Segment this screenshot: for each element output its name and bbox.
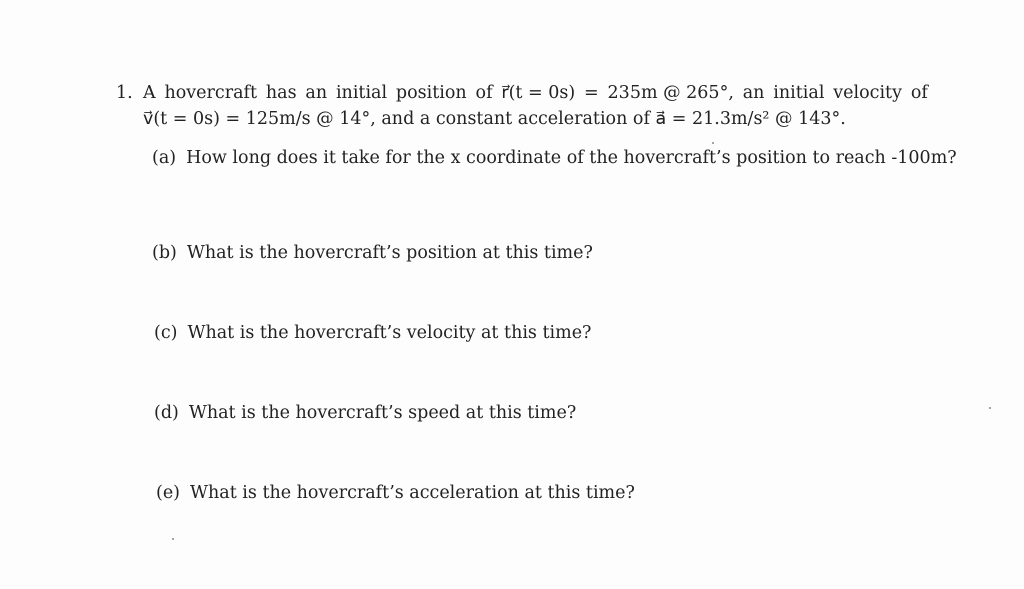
scan-speck (712, 142, 714, 144)
part-d-question: What is the hovercraft’s speed at this time? (188, 403, 577, 423)
word: initial (335, 83, 388, 103)
part-d (154, 403, 576, 423)
part-b-label: (b) (152, 243, 177, 263)
part-a-label: (a) (152, 148, 177, 168)
part-a-question: How long does it take for the x coordinate of the hovercraft’s position to reach -100m? (186, 148, 957, 168)
initial-position-value: 235m @ 265°, (607, 83, 734, 103)
problem-statement-line-2: v⃗(t = 0s) = 125m/s @ 14°, and a constant acceleration of a⃗ = 21.3m/s² @ 143°. (143, 109, 846, 129)
problem-number: 1. (116, 83, 133, 103)
part-c-label: (c) (154, 323, 178, 343)
word: velocity (833, 83, 902, 103)
word: of (910, 83, 928, 103)
scan-speck (989, 407, 991, 409)
word: an (742, 83, 765, 103)
problem-1 (116, 80, 928, 132)
scan-speck (172, 538, 174, 540)
part-b (152, 243, 593, 263)
word: position (395, 83, 467, 103)
equals-sign: = (584, 83, 599, 103)
part-b-question: What is the hovercraft’s position at this time? (186, 243, 593, 263)
part-a (152, 148, 957, 168)
part-c-question: What is the hovercraft’s velocity at this time? (187, 323, 592, 343)
part-c (154, 323, 591, 343)
part-e-label: (e) (156, 483, 181, 503)
part-e (156, 483, 635, 503)
part-d-label: (d) (154, 403, 179, 423)
word: 1. A (116, 80, 156, 106)
word: has (265, 83, 297, 103)
word: hovercraft (164, 83, 258, 103)
word: of (475, 83, 493, 103)
problem-statement-line-1 (116, 80, 928, 106)
position-vector-expr: r⃗(t = 0s) (501, 83, 576, 103)
part-e-question: What is the hovercraft’s acceleration at this time? (190, 483, 635, 503)
word: an (305, 83, 328, 103)
word: initial (773, 83, 825, 103)
